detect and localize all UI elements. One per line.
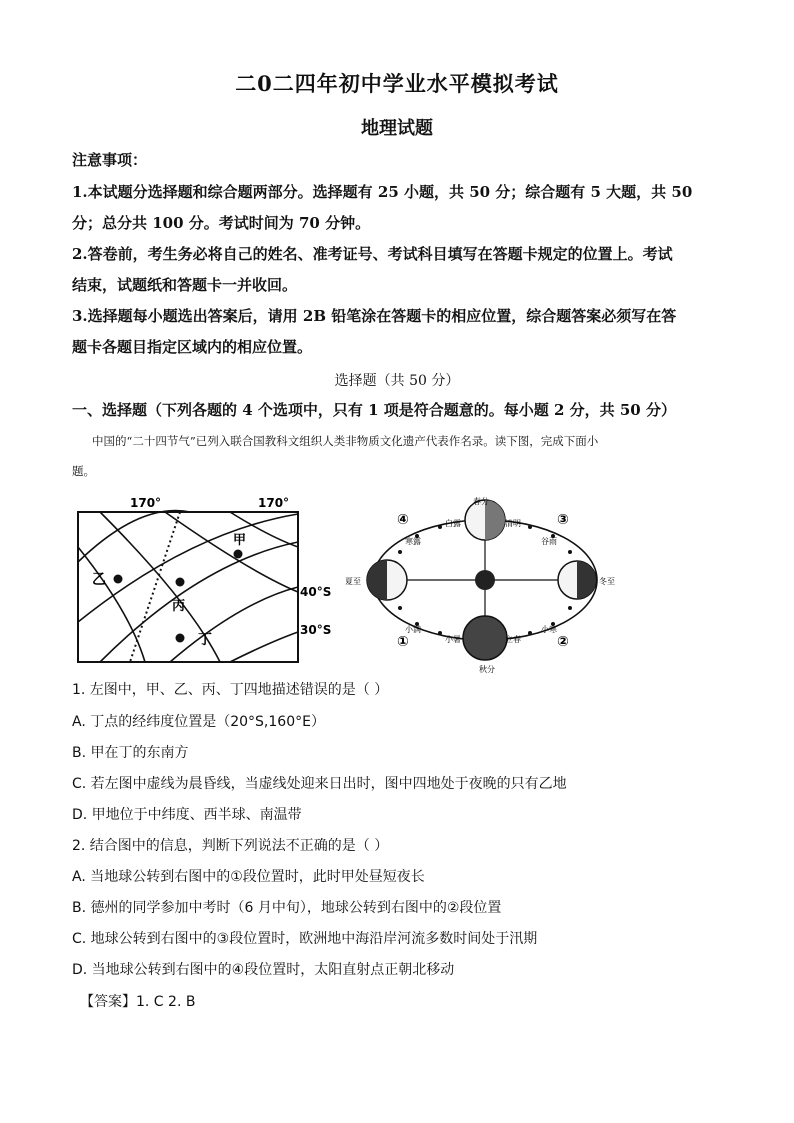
lon-label: 170° <box>258 496 290 510</box>
notice-line: 2.答卷前，考生务必将自己的姓名、准考证号、考试科目填写在答题卡规定的位置上。考试 <box>72 245 673 263</box>
earth-icon <box>463 616 507 660</box>
question-option: B. 德州的同学参加中考时（6 月中旬），地球公转到右图中的②段位置 <box>72 900 502 916</box>
term-label: 秋分 <box>479 665 495 674</box>
question-option: B. 甲在丁的东南方 <box>72 745 189 761</box>
earth-icon <box>558 561 596 599</box>
term-label: 小寒 <box>541 625 557 634</box>
segment-label-3: ③ <box>557 512 569 528</box>
answer-text: 1. C 2. B <box>136 994 196 1010</box>
notice-heading: 注意事项： <box>72 151 148 169</box>
intro-text: 题。 <box>72 464 95 478</box>
term-label: 寒露 <box>405 537 421 546</box>
term-label: 夏至 <box>345 577 361 586</box>
answer-line <box>80 992 195 1012</box>
term-label: 小满 <box>405 625 421 634</box>
graticule-map <box>70 492 338 672</box>
notice-line: 结束，试题纸和答题卡一并收回。 <box>72 276 298 294</box>
section-heading: 一、选择题（下列各题的 4 个选项中，只有 1 项是符合题意的。每小题 2 分，共 50 分） <box>72 401 676 419</box>
segment-label-4: ④ <box>397 512 409 528</box>
point-ding: 丁 <box>198 632 212 648</box>
notice-line: 题卡各题目指定区域内的相应位置。 <box>72 338 313 356</box>
term-label: 冬至 <box>599 577 615 586</box>
term-label: 谷雨 <box>541 537 557 546</box>
notice-line: 3.选择题每小题选出答案后，请用 2B 铅笔涂在答题卡的相应位置，综合题答案必须写在答 <box>72 307 677 325</box>
exam-subject: 地理试题 <box>361 118 433 139</box>
question-option: A. 当地球公转到右图中的①段位置时，此时甲处昼短夜长 <box>72 869 425 885</box>
notice-line: 分；总分共 100 分。考试时间为 70 分钟。 <box>72 214 371 232</box>
lat-label: 30°S <box>300 623 332 637</box>
question-option: A. 丁点的经纬度位置是（20°S,160°E） <box>72 714 325 730</box>
question-stem: 2. 结合图中的信息，判断下列说法不正确的是（ ） <box>72 838 389 854</box>
segment-label-2: ② <box>557 634 569 650</box>
point-jia: 甲 <box>233 533 247 548</box>
point-yi: 乙 <box>92 572 106 588</box>
intro-text: 中国的“二十四节气”已列入联合国教科文组织人类非物质文化遗产代表作名录。读下图，完成下面小 <box>92 434 599 448</box>
question-stem: 1. 左图中，甲、乙、丙、丁四地描述错误的是（ ） <box>72 682 389 698</box>
term-label: 清明 <box>505 519 521 528</box>
term-label: 小暑 <box>445 635 461 644</box>
sun-icon <box>475 570 495 590</box>
lat-label: 40°S <box>300 585 332 599</box>
point-bing: 丙 <box>172 599 186 614</box>
term-label: 立春 <box>505 635 521 644</box>
earth-icon <box>367 560 407 600</box>
question-option: C. 若左图中虚线为晨昏线，当虚线处迎来日出时，图中四地处于夜晚的只有乙地 <box>72 776 567 792</box>
term-label: 白露 <box>445 519 461 528</box>
notice-line: 1.本试题分选择题和综合题两部分。选择题有 25 小题，共 50 分；综合题有 5 大题，共 50 <box>72 183 693 201</box>
term-label: 春分 <box>473 497 489 506</box>
earth-icon <box>465 500 505 540</box>
question-option: D. 当地球公转到右图中的④段位置时，太阳直射点正朝北移动 <box>72 962 455 978</box>
lon-label: 170° <box>130 496 162 510</box>
answer-tag: 【答案】 <box>80 994 136 1010</box>
section-title: 选择题（共 50 分） <box>334 373 460 389</box>
exam-title: 二0二四年初中学业水平模拟考试 <box>235 71 559 96</box>
segment-label-1: ① <box>397 634 409 650</box>
question-option: D. 甲地位于中纬度、西半球、南温带 <box>72 807 302 823</box>
question-option: C. 地球公转到右图中的③段位置时，欧洲地中海沿岸河流多数时间处于汛期 <box>72 931 538 947</box>
orbit-diagram <box>345 492 625 677</box>
